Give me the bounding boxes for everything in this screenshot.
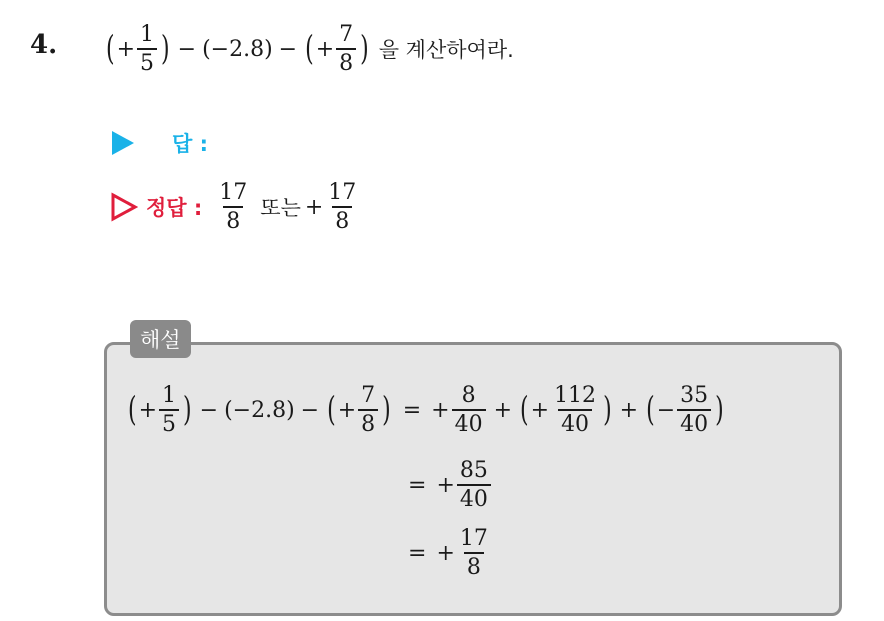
fraction: $\frac{1}{5}$: [159, 384, 179, 436]
term: (−2.8): [202, 36, 273, 62]
fraction: $\frac{1}{5}$: [137, 23, 157, 75]
answer-row: [110, 126, 208, 160]
question-expression: ( + $\frac{1}{5}$ ) − (−2.8) − ( + $\frac{7}{8}$ ) 을 계산하여라.: [106, 21, 514, 76]
correct-answer-row: [110, 172, 361, 242]
fraction: $\frac{17}{8}$: [328, 179, 357, 234]
fraction: $\frac{17}{8}$: [219, 179, 248, 234]
sign: +: [116, 36, 136, 62]
fraction: $\frac{85}{40}$: [457, 459, 491, 511]
fraction: $\frac{7}{8}$: [358, 384, 378, 436]
solution-line-3: = + $\frac{17}{8}$: [408, 520, 493, 586]
solution-line-1: ( + $\frac{1}{5}$ ) − (−2.8) − ( + $\frac{7}{8}$ ) = + $\frac{8}{40}$ + ( + $\frac{112}{40}$ ) + ( − $\frac{35}{40}$ ): [128, 382, 724, 437]
fraction: $\frac{7}{8}$: [336, 23, 356, 75]
explanation-tag: 해설: [130, 320, 191, 358]
correct-label: 정답 :: [146, 196, 203, 220]
answer-label: 답 :: [172, 132, 208, 156]
fraction: $\frac{8}{40}$: [452, 384, 486, 436]
fraction: $\frac{112}{40}$: [554, 382, 597, 437]
play-filled-icon: [110, 129, 136, 157]
sign: +: [304, 194, 324, 220]
operator: −: [278, 36, 298, 62]
question-suffix: 을 계산하여라.: [378, 38, 514, 62]
sign: +: [315, 36, 335, 62]
play-outline-icon: [110, 192, 138, 222]
operator: −: [177, 36, 197, 62]
fraction: $\frac{17}{8}$: [459, 525, 488, 580]
solution-line-2: = + $\frac{85}{40}$: [408, 452, 493, 518]
fraction: $\frac{35}{40}$: [677, 384, 711, 436]
question-number: 4.: [30, 30, 58, 60]
conjunction: 또는: [260, 196, 301, 220]
